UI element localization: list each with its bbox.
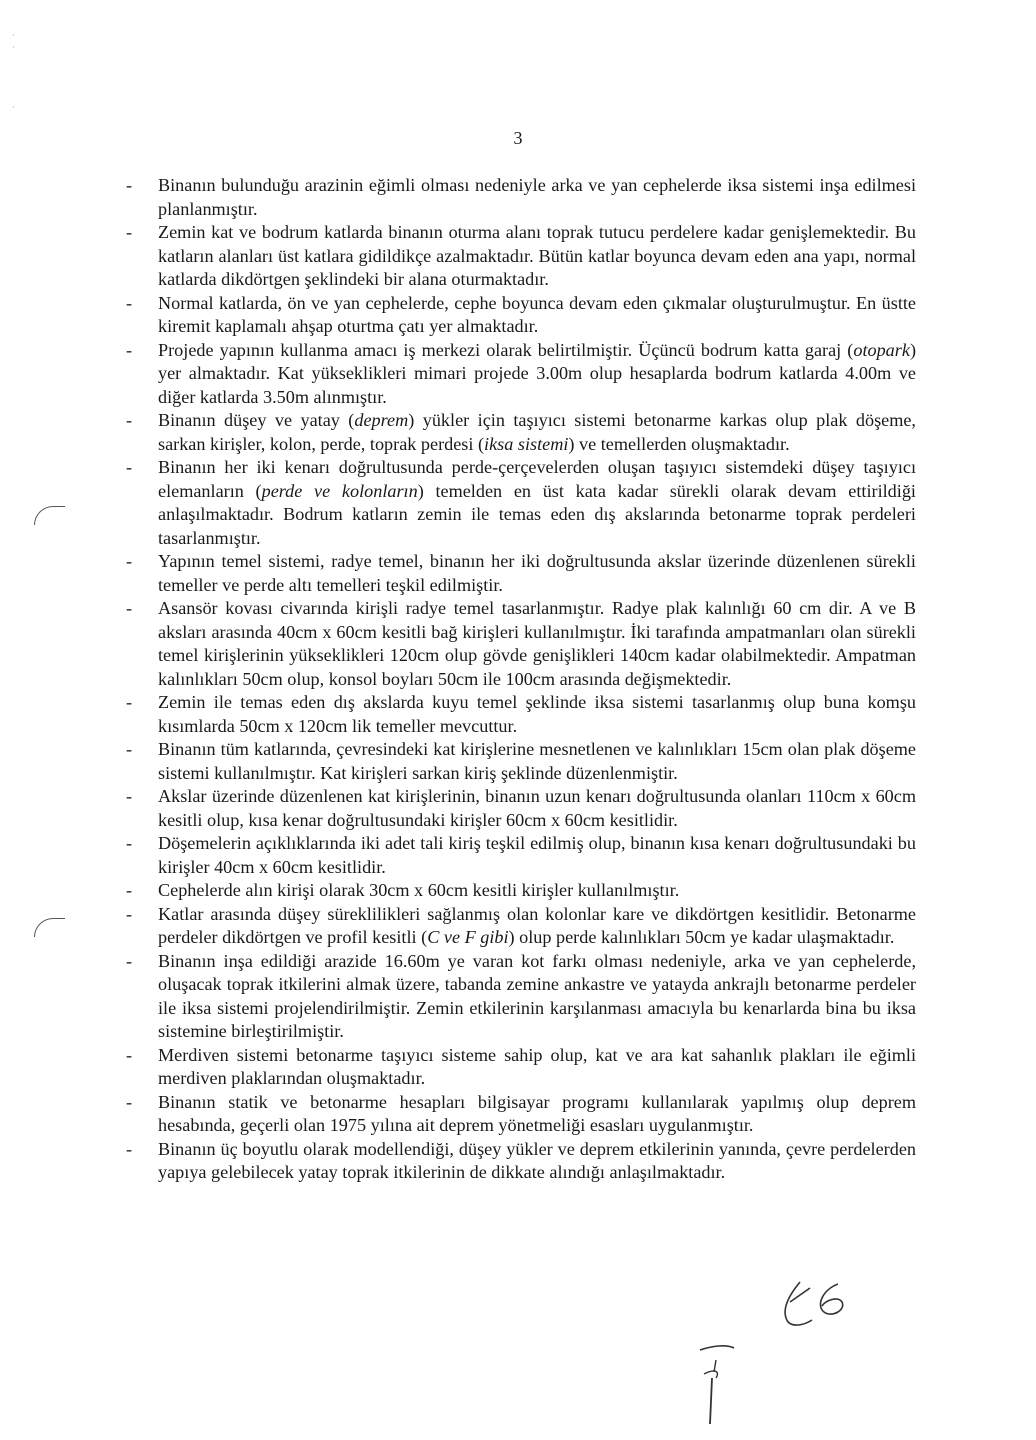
list-item-text: Binanın tüm katlarında, çevresindeki kat kirişlerine mesnetlenen ve kalınlıkları 15cm olan plak döşeme sistemi kullanılmıştır. Kat kirişleri sarkan kiriş şeklinde düzenlenmiştir.: [158, 739, 916, 783]
bullet-dash: -: [126, 880, 133, 900]
list-item: [126, 1091, 916, 1138]
list-item-text: Binanın her iki kenarı doğrultusunda perde-çerçevelerden oluşan taşıyıcı sistemdeki düşey taşıyıcı elemanların (perde ve kolonların) temelden en üst kata kadar sürekli olarak devam ettirildiği anlaşılmaktadır. Bodrum katların zemin ile temas eden dış akslarında betonarme toprak perdeleri tasarlanmıştır.: [158, 457, 916, 548]
bullet-dash: -: [126, 1044, 133, 1065]
list-item-text: Merdiven sistemi betonarme taşıyıcı sisteme sahip olup, kat ve ara kat sahanlık plakları ile eğimli merdiven plaklarından oluşmaktadır.: [158, 1044, 916, 1088]
handwritten-initial: [690, 1338, 750, 1428]
list-item-text: Binanın düşey ve yatay (deprem) yükler için taşıyıcı sistemi betonarme karkas olup plak döşeme, sarkan kirişler, kolon, perde, toprak perdesi (iksa sistemi) ve temellerden oluşmaktadır.: [158, 410, 916, 454]
bullet-dash: -: [126, 292, 133, 313]
scan-hole-mark: [34, 506, 65, 525]
bullet-dash: -: [126, 833, 133, 853]
list-item: [126, 174, 916, 221]
list-item: [126, 1044, 916, 1091]
list-item: [126, 292, 916, 339]
bullet-dash: -: [126, 692, 133, 712]
list-item: [126, 1138, 916, 1185]
bullet-dash: -: [126, 598, 133, 618]
bullet-list: [126, 174, 916, 1185]
list-item-text: Döşemelerin açıklıklarında iki adet tali kiriş teşkil edilmiş olup, binanın kısa kenarı doğrultusundaki bu kirişler 40cm x 60cm kesitlidir.: [158, 833, 916, 877]
bullet-dash: -: [126, 457, 133, 477]
bullet-dash: -: [126, 222, 133, 242]
list-item: [126, 597, 916, 691]
list-item: [126, 456, 916, 550]
bullet-dash: -: [126, 739, 133, 759]
list-item: [126, 339, 916, 410]
bullet-dash: -: [126, 950, 133, 971]
list-item-text: Cephelerde alın kirişi olarak 30cm x 60cm kesitli kirişler kullanılmıştır.: [158, 880, 680, 900]
list-item: [126, 832, 916, 879]
list-item: [126, 950, 916, 1044]
list-item-text: Projede yapının kullanma amacı iş merkezi olarak belirtilmiştir. Üçüncü bodrum katta garaj (otopark) yer almaktadır. Kat yükseklikleri mimari projede 3.00m olup hesaplarda bodrum katlarda 4.00m ve diğer katlarda 3.50m alınmıştır.: [158, 339, 916, 407]
list-item-text: Zemin kat ve bodrum katlarda binanın oturma alanı toprak tutucu perdelere kadar genişlemektedir. Bu katların alanları üst katlara gidildikçe azalmaktadır. Bütün katlar boyunca devam eden ana yapı, normal katlarda dikdörtgen şeklindeki bir alana oturmaktadır.: [158, 222, 916, 289]
bullet-dash: -: [126, 339, 133, 360]
list-item: [126, 879, 916, 903]
bullet-dash: -: [126, 175, 133, 195]
list-item-text: Binanın bulunduğu arazinin eğimli olması nedeniyle arka ve yan cephelerde iksa sistemi inşa edilmesi planlanmıştır.: [158, 175, 916, 219]
list-item-text: Binanın üç boyutlu olarak modellendiği, düşey yükler ve deprem etkilerinin yanında, çevre perdelerden yapıya gelebilecek yatay toprak itkilerinin de dikkate alındığı anlaşılmaktadır.: [158, 1138, 916, 1182]
bullet-dash: -: [126, 1091, 133, 1112]
bullet-dash: -: [126, 786, 133, 806]
bullet-dash: -: [126, 410, 133, 430]
handwritten-signature: [760, 1262, 880, 1342]
list-item: [126, 691, 916, 738]
list-item-text: Normal katlarda, ön ve yan cephelerde, cephe boyunca devam eden çıkmalar oluşturulmuştur. En üstte kiremit kaplamalı ahşap oturtma çatı yer almaktadır.: [158, 292, 916, 336]
list-item-text: Binanın statik ve betonarme hesapları bilgisayar programı kullanılarak yapılmış olup deprem hesabında, geçerli olan 1975 yılına ait deprem yönetmeliği esasları uygulanmıştır.: [158, 1091, 916, 1135]
list-item: [126, 785, 916, 832]
page-number: 3: [513, 128, 523, 148]
bullet-dash: -: [126, 903, 133, 924]
list-item-text: Asansör kovası civarında kirişli radye temel tasarlanmıştır. Radye plak kalınlığı 60 cm dir. A ve B aksları arasında 40cm x 60cm kesitli bağ kirişleri kullanılmıştır. İki tarafında ampatmanları olan sürekli temel kirişlerinin yükseklikleri 120cm olup gövde genişlikleri 140cm kadar olabilmektedir. Ampatman kalınlıkları 50cm olup, konsol boyları 50cm ile 100cm arasında değişmektedir.: [158, 598, 916, 689]
bullet-dash: -: [126, 1138, 133, 1159]
scan-hole-mark: [34, 918, 65, 937]
list-item: [126, 738, 916, 785]
list-item: [126, 903, 916, 950]
list-item-text: Katlar arasında düşey süreklilikleri sağlanmış olan kolonlar kare ve dikdörtgen kesitlidir. Betonarme perdeler dikdörtgen ve profil kesitli (C ve F gibi) olup perde kalınlıkları 50cm ye kadar ulaşmaktadır.: [158, 903, 916, 947]
bullet-dash: -: [126, 551, 133, 571]
list-item-text: Yapının temel sistemi, radye temel, binanın her iki doğrultusunda akslar üzerinde düzenlenen sürekli temeller ve perde altı temelleri teşkil edilmiştir.: [158, 551, 916, 595]
list-item: [126, 221, 916, 292]
list-item-text: Akslar üzerinde düzenlenen kat kirişlerinin, binanın uzun kenarı doğrultusunda olanları 110cm x 60cm kesitli olup, kısa kenar doğrultusundaki kirişler 60cm x 60cm kesitlidir.: [158, 786, 916, 830]
list-item-text: Zemin ile temas eden dış akslarda kuyu temel şeklinde iksa sistemi tasarlanmış olup buna komşu kısımlarda 50cm x 120cm lik temeller mevcuttur.: [158, 692, 916, 736]
list-item: [126, 409, 916, 456]
scan-specks: · · ·: [12, 31, 15, 112]
list-item-text: Binanın inşa edildiği arazide 16.60m ye varan kot farkı olması nedeniyle, arka ve yan cephelerde, oluşacak toprak itkilerini almak üzere, tabanda zemine ankastre ve yatayda ankrajlı betonarme perdeler ile iksa sistemi projelendirilmiştir. Zemin etkilerinin karşılanması amacıyla bu kenarlarda bina bu iksa sistemine birleştirilmiştir.: [158, 950, 916, 1041]
list-item: [126, 550, 916, 597]
